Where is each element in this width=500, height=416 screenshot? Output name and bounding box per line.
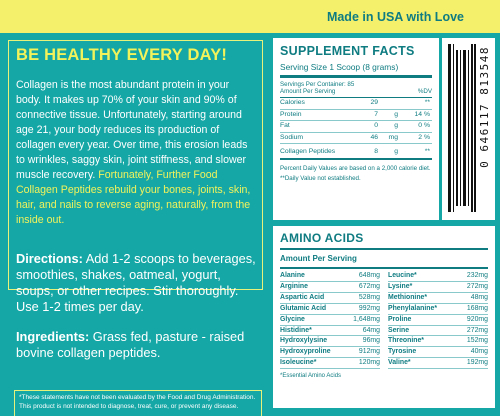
directions-text: Add 1-2 scoops to beverages, smoothies, shakes, oatmeal, yogurt, soups, or other recipes. Stir thoroughly. Use 1-2 times per day. — [16, 251, 256, 314]
amino-value: 40mg — [470, 348, 488, 356]
top-banner — [0, 0, 500, 33]
nutrient-row-collagen — [280, 147, 432, 160]
amino-row — [280, 271, 380, 282]
amino-value: 152mg — [466, 337, 488, 345]
intro-text — [16, 78, 256, 228]
dv-not-established: **Daily Value not established. — [280, 174, 361, 182]
amino-value: 272mg — [466, 282, 488, 290]
amino-value: 272mg — [466, 326, 488, 334]
nutrient-amount: 0 — [374, 122, 378, 129]
amino-column-left — [280, 271, 380, 369]
amino-value: 64mg — [362, 326, 380, 334]
nutrient-unit — [378, 98, 398, 109]
nutrient-row-calories — [280, 98, 432, 110]
amino-name: Leucine* — [388, 272, 417, 279]
nutrient-name: Sodium — [280, 133, 304, 141]
headline: BE HEALTHY EVERY DAY! — [16, 46, 228, 64]
nutrient-unit: g — [394, 110, 398, 118]
amino-name: Proline — [388, 315, 412, 323]
amino-name: Histidine* — [280, 326, 312, 334]
supplement-facts-title: SUPPLEMENT FACTS — [280, 44, 415, 58]
amino-name: Isoleucine* — [280, 359, 317, 367]
nutrient-name: Collagen Peptides — [280, 148, 336, 155]
amino-value: 120mg — [358, 359, 380, 367]
amino-acids-title: AMINO ACIDS — [280, 231, 488, 250]
amino-name: Arginine — [280, 282, 308, 290]
serving-size: Serving Size 1 Scoop (8 grams) — [280, 62, 432, 78]
nutrient-unit: g — [394, 122, 398, 129]
servings-per-container: Servings Per Container: 85 — [280, 81, 355, 88]
amino-name: Lysine* — [388, 282, 413, 290]
amino-acids-panel — [273, 226, 495, 408]
amino-value: 992mg — [358, 304, 380, 312]
barcode-digits: 0 646117 813548 — [478, 46, 491, 168]
amino-name: Serine — [388, 326, 410, 334]
amino-row — [280, 304, 380, 315]
amino-row — [388, 293, 488, 304]
amino-value: 672mg — [358, 282, 380, 290]
nutrient-dv: ** — [424, 99, 430, 106]
amino-name: Glycine — [280, 315, 305, 323]
amino-row — [280, 293, 380, 304]
amino-row — [388, 282, 488, 293]
dv-footnote: Percent Daily Values are based on a 2,000 calorie diet. — [280, 164, 431, 172]
amino-value: 912mg — [358, 348, 380, 356]
made-in-usa-text: Made in USA with Love — [326, 10, 464, 24]
amino-value: 192mg — [466, 359, 488, 367]
amino-row — [388, 336, 488, 347]
amount-per-serving-label: Amount Per Serving — [280, 88, 336, 95]
amino-column-right — [388, 271, 488, 369]
essential-amino-footnote: *Essential Amino Acids — [280, 373, 342, 380]
amino-name: Methionine* — [388, 293, 428, 301]
barcode-number — [478, 46, 492, 212]
ingredients-label: Ingredients: — [16, 329, 90, 344]
nutrient-name: Calories — [280, 99, 305, 106]
amino-amount-per-serving: Amount Per Serving — [280, 254, 488, 269]
amino-row — [280, 282, 380, 293]
amino-acids-table — [280, 271, 488, 369]
nutrient-dv: 0 % — [418, 122, 430, 129]
nutrient-dv: 14 % — [414, 110, 430, 118]
amino-name: Hydroxyproline — [280, 348, 331, 356]
dv-header: %DV — [417, 88, 432, 95]
amino-row — [388, 347, 488, 358]
amino-value: 920mg — [466, 315, 488, 323]
directions-label: Directions: — [16, 251, 83, 266]
intro-text-part2: Fortunately, Further Food Collagen Peptides rebuild your bones, joints, skin, hair, and nails to reverse aging, naturally, from the inside out. — [16, 169, 251, 226]
barcode-icon — [448, 44, 476, 212]
amino-name: Phenylalanine* — [388, 304, 438, 312]
nutrient-amount: 46 — [370, 133, 378, 141]
amino-row — [280, 315, 380, 326]
amino-value: 168mg — [466, 304, 488, 312]
nutrient-dv: ** — [424, 148, 430, 155]
amino-row — [280, 347, 380, 358]
amino-name: Glutamic Acid — [280, 304, 327, 312]
amino-value: 1,648mg — [353, 315, 380, 323]
supplement-facts-panel — [273, 38, 439, 220]
nutrient-unit: g — [394, 148, 398, 155]
nutrient-row-sodium — [280, 133, 432, 145]
amino-value: 528mg — [358, 293, 380, 301]
nutrient-name: Protein — [280, 110, 302, 118]
amino-value: 96mg — [362, 337, 380, 345]
fda-disclaimer: *These statements have not been evaluated by the Food and Drug Administration. This product is not intended to diagnose, treat, cure, or prevent any disease. — [14, 390, 262, 416]
amino-name: Hydroxylysine — [280, 337, 328, 345]
amino-name: Threonine* — [388, 337, 424, 345]
nutrient-rows — [280, 98, 432, 160]
amino-value: 648mg — [358, 272, 380, 279]
amino-row — [388, 358, 488, 369]
nutrient-dv: 2 % — [418, 133, 430, 141]
nutrient-name: Fat — [280, 122, 290, 129]
amino-row — [280, 358, 380, 369]
amino-row — [280, 326, 380, 337]
nutrient-amount: 7 — [374, 110, 378, 118]
nutrient-row-fat — [280, 121, 432, 133]
left-panel — [0, 33, 266, 416]
amino-name: Alanine — [280, 272, 305, 279]
nutrient-unit: mg — [388, 133, 398, 141]
amino-row — [388, 326, 488, 337]
amino-row — [280, 336, 380, 347]
nutrient-amount: 8 — [374, 148, 378, 155]
amino-row — [388, 271, 488, 282]
directions — [16, 251, 260, 315]
amino-name: Aspartic Acid — [280, 293, 325, 301]
intro-text-part1: Collagen is the most abundant protein in your body. It makes up 70% of your skin and 90% of connective tissue. Unfortunately, starting around age 21, your body reduces its production of collagen every year. Over time, this erosion leads to wrinkles, saggy skin, joint stiffness, and slower muscle recovery. — [16, 79, 248, 181]
amino-value: 232mg — [466, 272, 488, 279]
ingredients-text: Grass fed, pasture - raised bovine collagen peptides. — [16, 329, 245, 360]
barcode — [442, 38, 495, 220]
nutrient-row-protein — [280, 110, 432, 122]
amino-row — [388, 304, 488, 315]
amino-name: Tyrosine — [388, 348, 417, 356]
nutrient-amount: 29 — [370, 99, 378, 106]
amino-row — [388, 315, 488, 326]
ingredients — [16, 329, 260, 361]
amino-value: 48mg — [470, 293, 488, 301]
amino-name: Valine* — [388, 359, 411, 367]
amount-per-serving-header — [280, 88, 432, 98]
